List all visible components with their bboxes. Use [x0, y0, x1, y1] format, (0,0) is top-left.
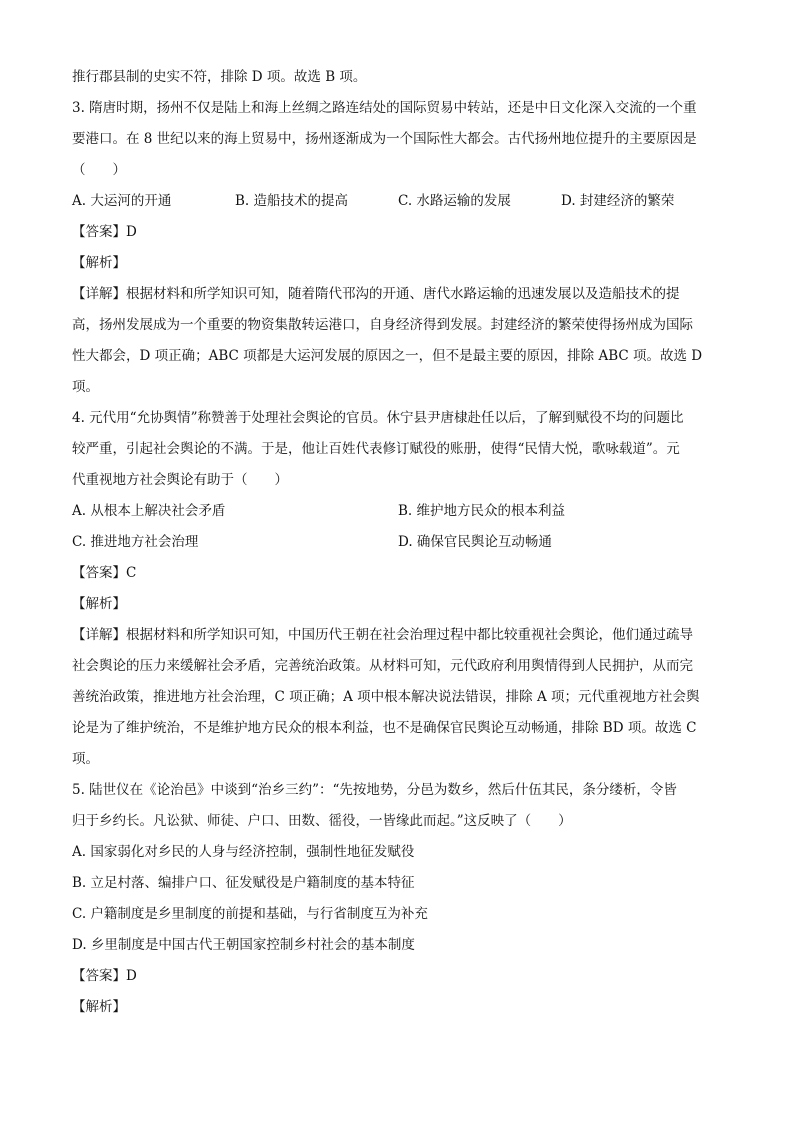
q3-option-c: C. 水路运输的发展 [398, 193, 511, 209]
q3-stem-line: 3. 隋唐时期，扬州不仅是陆上和海上丝绸之路连结处的国际贸易中转站，还是中日文化深入交流的一个重 [72, 100, 697, 116]
q4-detail-line: 论是为了维护统治，不是维护地方民众的根本利益，也不是确保官民舆论互动畅通，排除 BD 项。故选 C [72, 720, 697, 736]
q4-option-b: B. 维护地方民众的根本利益 [398, 503, 566, 519]
q3-answer: 【答案】D [72, 224, 137, 240]
q4-stem-line: 较严重，引起社会舆论的不满。于是，他让百姓代表修订赋役的账册，使得“民情大悦，歌咏载道”。元 [72, 441, 680, 457]
q4-option-a: A. 从根本上解决社会矛盾 [72, 503, 226, 519]
q4-detail-line: 项。 [72, 751, 99, 767]
q5-answer: 【答案】D [72, 968, 137, 984]
q4-options-row-1 [72, 496, 724, 527]
q5-analysis-label: 【解析】 [72, 999, 126, 1015]
q4-detail-line: 善统治政策，推进地方社会治理，C 项正确；A 项中根本解决说法错误，排除 A 项；元代重视地方社会舆 [72, 689, 700, 705]
q4-option-d: D. 确保官民舆论互动畅通 [398, 534, 552, 550]
q3-option-b: B. 造船技术的提高 [235, 193, 349, 209]
q4-detail-line: 社会舆论的压力来缓解社会矛盾，完善统治政策。从材料可知，元代政府利用舆情得到人民拥护，从而完 [72, 658, 693, 674]
q5-option-d: D. 乡里制度是中国古代王朝国家控制乡村社会的基本制度 [72, 937, 415, 953]
q3-options [72, 186, 724, 217]
q3-detail-line: 项。 [72, 379, 99, 395]
question-3 [72, 93, 724, 403]
q3-analysis-label: 【解析】 [72, 255, 126, 271]
q3-detail-line: 性大都会，D 项正确；ABC 项都是大运河发展的原因之一，但不是最主要的原因，排除 ABC 项。故选 D [72, 348, 703, 364]
q3-option-d: D. 封建经济的繁荣 [561, 193, 675, 209]
q4-stem-line: 代重视地方社会舆论有助于（ ） [72, 472, 288, 488]
q5-stem-line: 5. 陆世仪在《论治邑》中谈到“治乡三约”：“先按地势，分邑为数乡，然后什伍其民，条分缕析，令皆 [72, 782, 677, 798]
q5-option-b: B. 立足村落、编排户口、征发赋役是户籍制度的基本特征 [72, 875, 415, 891]
q3-stem-line: 要港口。在 8 世纪以来的海上贸易中，扬州逐渐成为一个国际性大都会。古代扬州地位提升的主要原因是 [72, 131, 697, 147]
q3-detail-line: 高，扬州发展成为一个重要的物资集散转运港口，自身经济得到发展。封建经济的繁荣使得扬州成为国际 [72, 317, 693, 333]
q4-answer: 【答案】C [72, 565, 137, 581]
q5-stem-line: 归于乡约长。凡讼狱、师徒、户口、田数、徭役，一皆缘此而起。”这反映了（ ） [72, 813, 572, 829]
q4-options-row-2 [72, 527, 724, 558]
q5-option-a: A. 国家弱化对乡民的人身与经济控制，强制性地征发赋役 [72, 844, 415, 860]
q5-option-c: C. 户籍制度是乡里制度的前提和基础，与行省制度互为补充 [72, 906, 428, 922]
question-4 [72, 403, 724, 775]
intro-line: 推行郡县制的史实不符，排除 D 项。故选 B 项。 [72, 69, 367, 85]
q3-detail-line: 【详解】根据材料和所学知识可知，随着隋代邗沟的开通、唐代水路运输的迅速发展以及造船技术的提 [72, 286, 680, 302]
q4-analysis-label: 【解析】 [72, 596, 126, 612]
q3-stem-line: （ ） [72, 162, 126, 178]
question-5 [72, 775, 724, 1023]
q4-option-c: C. 推进地方社会治理 [72, 534, 199, 550]
q4-stem-line: 4. 元代用“允协舆情”称赞善于处理社会舆论的官员。休宁县尹唐棣赴任以后，了解到赋役不均的问题比 [72, 410, 684, 426]
q4-detail-line: 【详解】根据材料和所学知识可知，中国历代王朝在社会治理过程中都比较重视社会舆论，他们通过疏导 [72, 627, 693, 643]
q3-option-a: A. 大运河的开通 [72, 193, 172, 209]
document-page [72, 62, 724, 1023]
